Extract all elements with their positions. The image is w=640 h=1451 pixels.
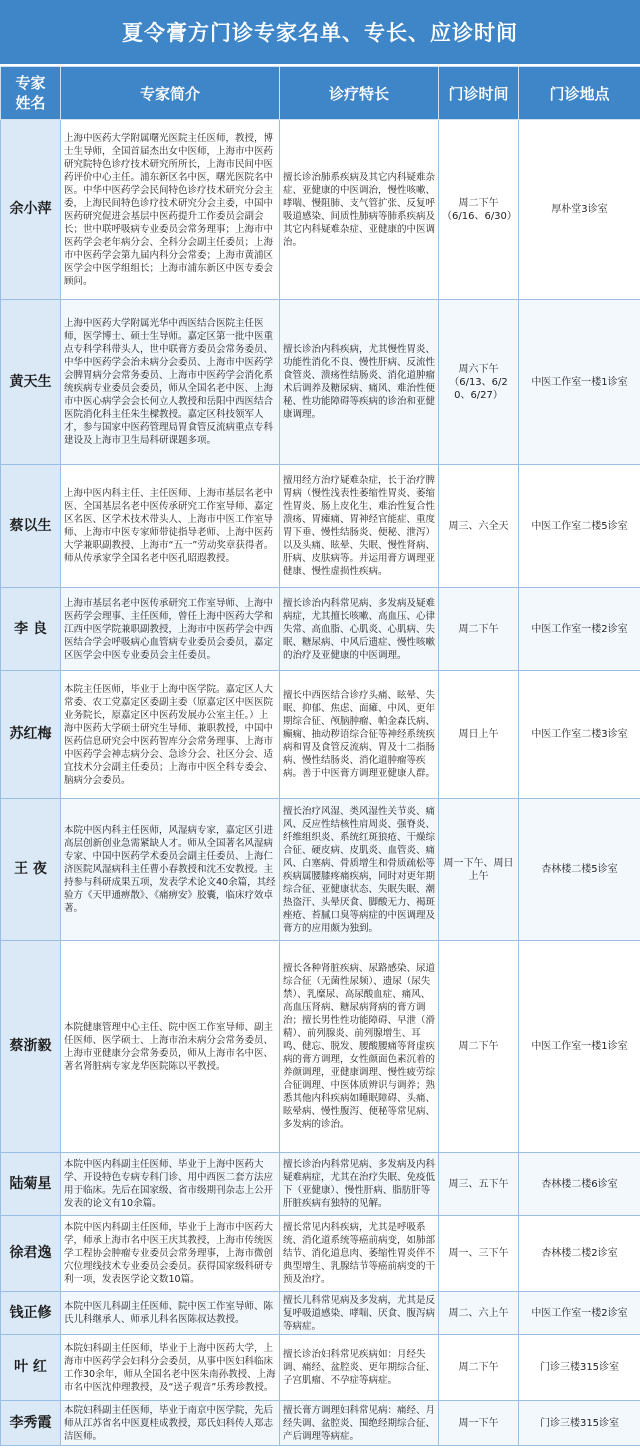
expert-name: 蔡以生 — [1, 465, 61, 588]
clinic-time: 周二下午 — [439, 588, 519, 671]
expert-specialty: 擅长诊治肺系疾病及其它内科疑难杂症、亚健康的中医调治，慢性咳嗽、哮喘、慢阻肺、支气管扩张、反复呼吸道感染、间质性肺病等肺系疾病及其它内科疑难杂症、亚健康的中医调治。 — [280, 120, 439, 300]
table-row — [1, 799, 640, 941]
table-row — [1, 465, 640, 588]
clinic-location: 门诊三楼315诊室 — [519, 1401, 640, 1446]
expert-specialty: 擅长常见内科疾病，尤其是呼吸系统、消化道系统等癌前病变，如肺部结节、消化道息肉、萎缩性胃炎伴不典型增生、乳腺结节等癌前病变的干预及治疗。 — [280, 1216, 439, 1292]
expert-name: 陆菊星 — [1, 1153, 61, 1216]
clinic-location: 中医工作室二楼5诊室 — [519, 465, 640, 588]
table-row — [1, 588, 640, 671]
clinic-location: 杏林楼二楼2诊室 — [519, 1216, 640, 1292]
table-row — [1, 300, 640, 465]
expert-specialty: 擅长诊治内科常见病、多发病及疑难病症，尤其擅长咳嗽、高血压、心律失常、高血脂、心肌炎、心肌病、失眠、糖尿病、中风后遗症、慢性咳嗽的治疗及亚健康的中医调理。 — [280, 588, 439, 671]
clinic-time: 周二下午 — [439, 941, 519, 1153]
expert-specialty: 擅长诊治妇科常见疾病如：月经失调、痛经、盆腔炎、更年期综合征、子宫肌瘤、不孕症等病症。 — [280, 1335, 439, 1401]
clinic-location: 厚朴堂3诊室 — [519, 120, 640, 300]
clinic-time: 周日上午 — [439, 671, 519, 799]
header-intro: 专家简介 — [61, 67, 280, 120]
table-header-row — [1, 67, 640, 120]
clinic-time: 周三、六全天 — [439, 465, 519, 588]
clinic-location: 中医工作室一楼1诊室 — [519, 300, 640, 465]
clinic-time: 周三、五下午 — [439, 1153, 519, 1216]
expert-intro: 上海市基层名老中医传承研究工作室导师、上海中医药学会理事、主任医师，曾任上海中医药大学和江西中医学院兼职副教授，上海市中医药学会中西医结合学会呼吸病心血管病专业委员会委员，嘉定区医学会中医专业委员会主任委员。 — [61, 588, 280, 671]
clinic-time: 周二下午 （6/16、6/30） — [439, 120, 519, 300]
expert-specialty: 擅长诊治内科疾病，尤其慢性胃炎、功能性消化不良、慢性肝病、反流性食管炎、溃疡性结肠炎、消化道肿瘤术后调养及糖尿病、痛风、难治性便秘、性功能障碍等疾病的诊治和亚健康调理。 — [280, 300, 439, 465]
header-specialty: 诊疗特长 — [280, 67, 439, 120]
expert-intro: 本院中医儿科副主任医师、院中医工作室导师、陈氏儿科继承人、师承儿科名医陈叔达教授。 — [61, 1292, 280, 1335]
clinic-location: 中医工作室二楼3诊室 — [519, 671, 640, 799]
expert-specialty: 擅长诊治内科常见病、多发病及内科疑难病症，尤其在治疗失眠、免疫低下（亚健康）、慢性肝病、脂肪肝等肝脏疾病有独特的见解。 — [280, 1153, 439, 1216]
table-row — [1, 1335, 640, 1401]
expert-intro: 本院中医内科副主任医师，毕业于上海市中医药大学，师承上海市名中医王庆其教授，上海市传统医学工程协会肿瘤专业委员会常务理事，上海市微创穴位埋线技术专业委员会委员。获得国家级科研专利一项，发表医学论文数10篇。 — [61, 1216, 280, 1292]
header-location: 门诊地点 — [519, 67, 640, 120]
expert-name: 黄天生 — [1, 300, 61, 465]
table-row — [1, 671, 640, 799]
expert-name: 王 夜 — [1, 799, 61, 941]
clinic-time: 周二、六上午 — [439, 1292, 519, 1335]
expert-specialty: 擅长各种肾脏疾病、尿路感染、尿道综合征（无菌性尿频）、遗尿（尿失禁）、乳糜尿、高尿酸血症、痛风、高血压肾病、糖尿病肾病的膏方调治；擅长男性性功能障碍、早泄（滑精）、前列腺炎、前列腺增生、耳鸣、健忘、脱发、腰酸腰痛等肾虚疾病的膏方调理，女性颜面色素沉着的养颜调理，亚健康调理、慢性疲劳综合征调理、中医体质辨识与调养；熟悉其他内科疾病如睡眠障碍、头痛、眩晕病、慢性腹泻、便秘等常见病、多发病的诊治。 — [280, 941, 439, 1153]
expert-intro: 本院中医内科主任医师，风湿病专家，嘉定区引进高层创新创业急需紧缺人才。师从全国著名风湿病专家、中国中医药学术委员会副主任委员、上海仁济医院风湿病科主任曹小春教授和沈丕安教授。主持参与科研成果五项，发表学术论文40余篇，其经验方《天甲通痹散》、《痛痹安》胶囊，临床疗效卓著。 — [61, 799, 280, 941]
clinic-location: 杏林楼二楼6诊室 — [519, 1153, 640, 1216]
clinic-location: 门诊三楼315诊室 — [519, 1335, 640, 1401]
expert-name: 李 良 — [1, 588, 61, 671]
clinic-location: 中医工作室一楼2诊室 — [519, 1292, 640, 1335]
clinic-time: 周一下午、周日上午 — [439, 799, 519, 941]
expert-specialty: 擅长中西医结合诊疗头痛、眩晕、失眠、抑郁、焦虑、面瘫、中风、更年期综合征、颅脑肿瘤、帕金森氏病、癫痫、抽动秽语综合征等神经系统疾病和胃及食管反流病、胃及十二指肠病、慢性结肠炎、消化道肿瘤等疾病。善于中医膏方调理亚健康人群。 — [280, 671, 439, 799]
expert-intro: 本院健康管理中心主任、院中医工作室导师、副主任医师、医学硕士、上海市治未病分会常务委员、上海市亚健康分会常务委员，师从上海市名中医、著名肾脏病专家龙华医院陈以平教授。 — [61, 941, 280, 1153]
expert-name: 钱正修 — [1, 1292, 61, 1335]
expert-specialty: 擅用经方治疗疑难杂症，长于治疗脾胃病（慢性浅表性萎缩性胃炎、萎缩性胃炎、肠上皮化生、难治性复合性溃疡、胃瘫痛、胃神经官能症、重度胃下垂、慢性结肠炎、便秘、泄泻）以及头痛、眩晕、失眠、慢性肾病、肝病、皮肤病等。并运用膏方调理亚健康、慢性虚损性疾病。 — [280, 465, 439, 588]
expert-intro: 本院主任医师，毕业于上海中医学院。嘉定区人大常委、农工党嘉定区委副主委（原嘉定区中医医院业务院长，原嘉定区中医药发展办公室主任。）上海中医药大学硕士研究生导师、兼职教授，中国中医药信息研究会中医药智库分会常务理事、上海市中医药学会神志病分会、急诊分会、社区分会、适宜技术分会副主任委员；上海市中医全科专委会、脑病分会委员。 — [61, 671, 280, 799]
table-row — [1, 1153, 640, 1216]
expert-intro: 上海中医药大学附属光华中西医结合医院主任医师，医学博士、硕士生导师。嘉定区第一批中医重点专科学科带头人，世中联膏方委员会常务委员、中华中医药学会治未病分会委员、上海市中医药学会脾胃病分会常务委员、上海市中医药学会消化系统疾病专业委员会委员，师从全国名老中医、上海市中医心病学会会长何立人教授和岳阳中西医结合医院消化科主任朱生樑教授。嘉定区科技领军人才，参与国家中医药管理局胃食管反流病重点专科建设及上海市卫生局科研课题多项。 — [61, 300, 280, 465]
expert-intro: 上海中医药大学附属曙光医院主任医师，教授，博士生导师，全国首届杰出女中医师，上海市中医药研究院特色诊疗技术研究所所长，上海市民间中医药评价中心主任。浦东新区名中医，曙光医院名中医。中华中医药学会民间特色诊疗技术研究分会主委，上海民间特色诊疗技术研究分会主委，中国中医药研究促进会基层中医药提升工作委员会副会长；世中联呼吸病专业委员会常务理事；上海市中医药学会老年病分会、全科分会副主任委员；上海市中医药学会第九届内科分会常委；上海市黄浦区医学会中医学组组长；上海市浦东新区中医专委会顾问。 — [61, 120, 280, 300]
clinic-location: 杏林楼二楼5诊室 — [519, 799, 640, 941]
expert-intro: 本院中医内科副主任医师、毕业于上海中医药大学、开设特色专病专科门诊、用中西医二套方法应用于临床。先后在国家级、省市级期刊杂志上公开发表的论文有10余篇。 — [61, 1153, 280, 1216]
expert-name: 李秀霞 — [1, 1401, 61, 1446]
clinic-time: 周二下午 — [439, 1335, 519, 1401]
expert-specialty: 擅长膏方调理妇科常见病：痛经、月经失调、盆腔炎、围绝经期综合征、产后调理等病症。 — [280, 1401, 439, 1446]
expert-name: 徐君逸 — [1, 1216, 61, 1292]
clinic-location: 中医工作室一楼2诊室 — [519, 588, 640, 671]
expert-intro: 上海中医内科主任、主任医师、上海市基层名老中医、全国基层名老中医传承研究工作室导师、嘉定区名医、区学术技术带头人、上海市中医工作室导师、上海市中医专家师带徒指导老师、上海中医药大学兼职副教授、上海市“五一”劳动奖章获得者。师从传承家学全国名老中医孔昭遐教授。 — [61, 465, 280, 588]
table-row — [1, 1292, 640, 1335]
clinic-time: 周六下午 （6/13、6/20、6/27） — [439, 300, 519, 465]
expert-name: 蔡浙毅 — [1, 941, 61, 1153]
table-row — [1, 1216, 640, 1292]
table-row — [1, 941, 640, 1153]
table-row — [1, 120, 640, 300]
expert-name: 余小萍 — [1, 120, 61, 300]
table-row — [1, 1401, 640, 1446]
expert-specialty: 擅长儿科常见病及多发病，尤其是反复呼吸道感染、哮喘、厌食、腹泻病等病症。 — [280, 1292, 439, 1335]
expert-intro: 本院妇科副主任医师，毕业于南京中医学院，先后师从江苏省名中医夏桂成教授，郑氏妇科传人郑志洁医师。 — [61, 1401, 280, 1446]
expert-specialty: 擅长治疗风湿、类风湿性关节炎、痛风、反应性结核性肩周炎、强脊炎、纤维组织炎、系统红斑狼疮、干燥综合征、硬皮病、皮肌炎、血管炎、痛风、白塞病、骨质增生和骨质疏松等疾病属腰膝疼痛疾病，同时对更年期综合征、亚健康状态、失眠失眠、潮热盗汗、头晕厌食、脚酸无力、褐斑痤疮、苔腻口臭等病症的中医调理及膏方的应用颇为独到。 — [280, 799, 439, 941]
expert-name: 苏红梅 — [1, 671, 61, 799]
page-title: 夏令膏方门诊专家名单、专长、应诊时间 — [0, 0, 640, 66]
clinic-time: 周一下午 — [439, 1401, 519, 1446]
expert-name: 叶 红 — [1, 1335, 61, 1401]
header-name: 专家 姓名 — [1, 67, 61, 120]
clinic-time: 周一、三下午 — [439, 1216, 519, 1292]
header-time: 门诊时间 — [439, 67, 519, 120]
expert-intro: 本院妇科副主任医师，毕业于上海中医药大学，上海市中医药学会妇科分会委员，从事中医妇科临床工作30余年，师从全国名老中医朱南孙教授、上海市名中医沈仲理教授，及“送子观音”乐秀珍教授。 — [61, 1335, 280, 1401]
expert-table — [0, 66, 640, 1446]
clinic-location: 中医工作室一楼1诊室 — [519, 941, 640, 1153]
